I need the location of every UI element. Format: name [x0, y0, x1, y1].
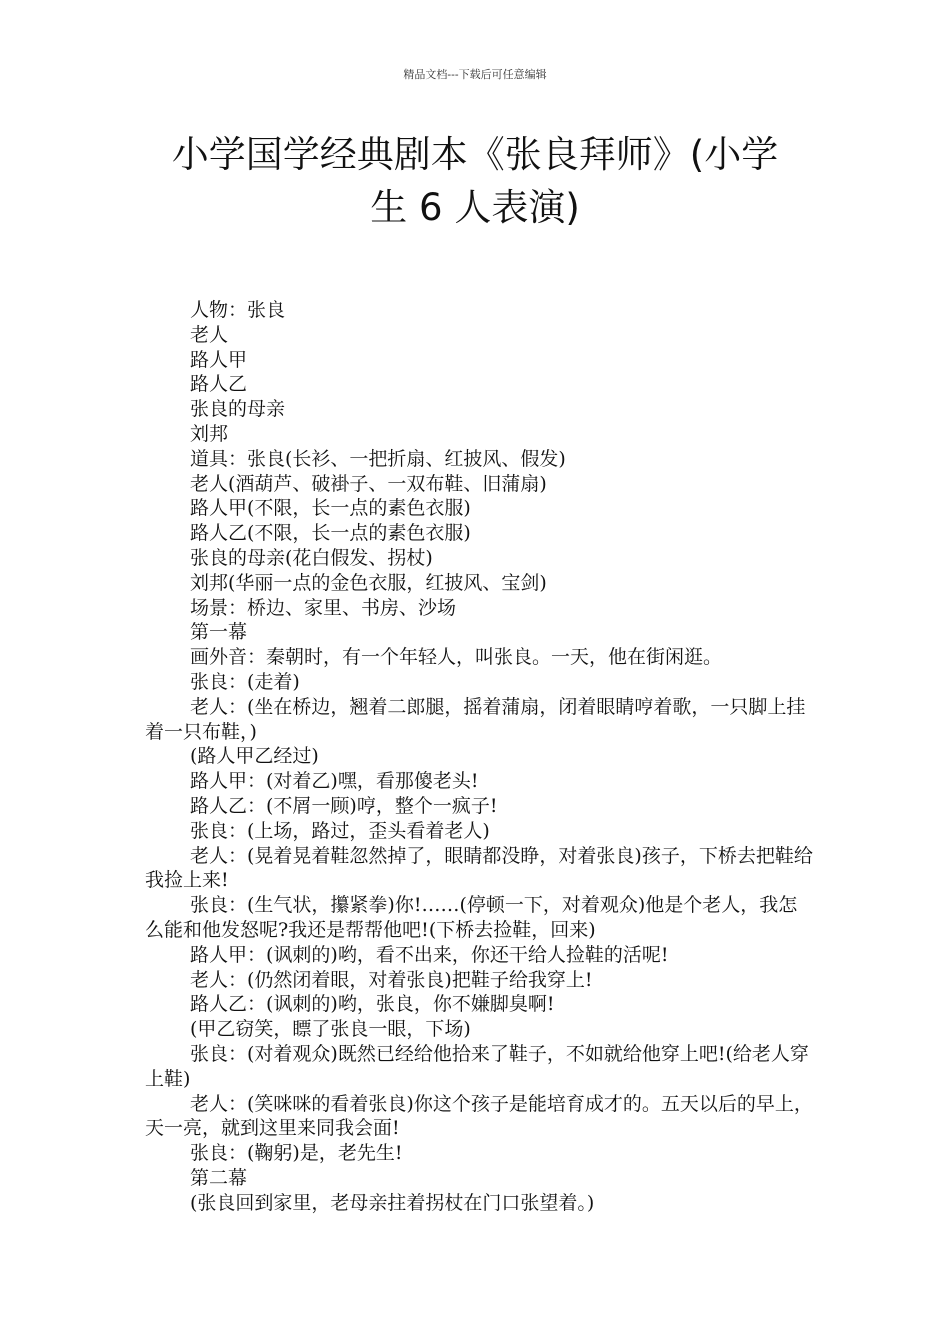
- paragraph: 路人乙(不限，长一点的素色衣服): [190, 522, 471, 545]
- paragraph: 画外音：秦朝时，有一个年轻人，叫张良。一天，他在街闲逛。: [190, 646, 723, 669]
- paragraph: (张良回到家里，老母亲拄着拐杖在门口张望着。): [190, 1191, 595, 1214]
- paragraph: 老人: [190, 323, 229, 346]
- paragraph: (路人甲乙经过): [190, 745, 319, 768]
- paragraph: 张良：(鞠躬)是，老先生!: [190, 1142, 403, 1165]
- paragraph: 刘邦: [190, 422, 229, 445]
- paragraph: 老人：(笑咪咪的看着张良)你这个孩子是能培育成才的。五天以后的早上，天一亮，就到这里来同我会面!: [145, 1092, 813, 1140]
- paragraph: 路人甲(不限，长一点的素色衣服): [190, 497, 471, 520]
- paragraph: 路人甲: [190, 348, 248, 371]
- paragraph: 张良：(走着): [190, 670, 300, 693]
- paragraph: 张良：(生气状，攥紧拳)你!……(停顿一下，对着观众)他是个老人，我怎么能和他发怒呢?我还是帮帮他吧!(下桥去捡鞋，回来): [145, 894, 798, 941]
- paragraph: 人物：张良: [190, 299, 286, 321]
- paragraph: 第二幕: [190, 1166, 248, 1189]
- paragraph: 第一幕: [190, 621, 248, 644]
- paragraph: 张良的母亲(花白假发、拐杖): [190, 546, 433, 569]
- paragraph: 张良：(对着观众)既然已经给他拾来了鞋子，不如就给他穿上吧!(给老人穿上鞋): [145, 1042, 809, 1090]
- paragraph: 道具：张良(长衫、一把折扇、红披风、假发): [190, 447, 566, 470]
- header-note: 精品文档---下载后可任意编辑: [403, 68, 547, 81]
- paragraph: 路人乙：(不屑一顾)哼，整个一疯子!: [190, 794, 498, 817]
- paragraph: 张良的母亲: [190, 398, 286, 421]
- paragraph: 路人乙：(讽刺的)哟，张良，你不嫌脚臭啊!: [190, 993, 555, 1016]
- paragraph: 场景：桥边、家里、书房、沙场: [190, 596, 457, 619]
- paragraph: 路人甲：(对着乙)嘿，看那傻老头!: [190, 770, 479, 793]
- title-line-2: 生 6 人表演): [370, 186, 580, 229]
- paragraph: (甲乙窃笑，瞟了张良一眼，下场): [190, 1018, 471, 1041]
- paragraph: 老人(酒葫芦、破褂子、一双布鞋、旧蒲扇): [190, 472, 547, 495]
- paragraph: 路人乙: [190, 373, 248, 396]
- title-line-1: 小学国学经典剧本《张良拜师》(小学: [171, 133, 779, 176]
- paragraph: 张良：(上场，路过，歪头看着老人): [190, 819, 490, 842]
- paragraph: 刘邦(华丽一点的金色衣服，红披风、宝剑): [190, 571, 547, 594]
- paragraph: 路人甲：(讽刺的)哟，看不出来，你还干给人捡鞋的活呢!: [190, 943, 669, 966]
- paragraph: 老人：(坐在桥边，翘着二郎腿，摇着蒲扇，闭着眼睛哼着歌，一只脚上挂着一只布鞋，): [145, 695, 806, 743]
- script-body: [145, 298, 813, 1215]
- document-title: [130, 128, 820, 234]
- paragraph: 老人：(晃着晃着鞋忽然掉了，眼睛都没睁，对着张良)孩子，下桥去把鞋给我捡上来!: [145, 844, 813, 892]
- paragraph: 老人：(仍然闭着眼，对着张良)把鞋子给我穿上!: [190, 968, 593, 991]
